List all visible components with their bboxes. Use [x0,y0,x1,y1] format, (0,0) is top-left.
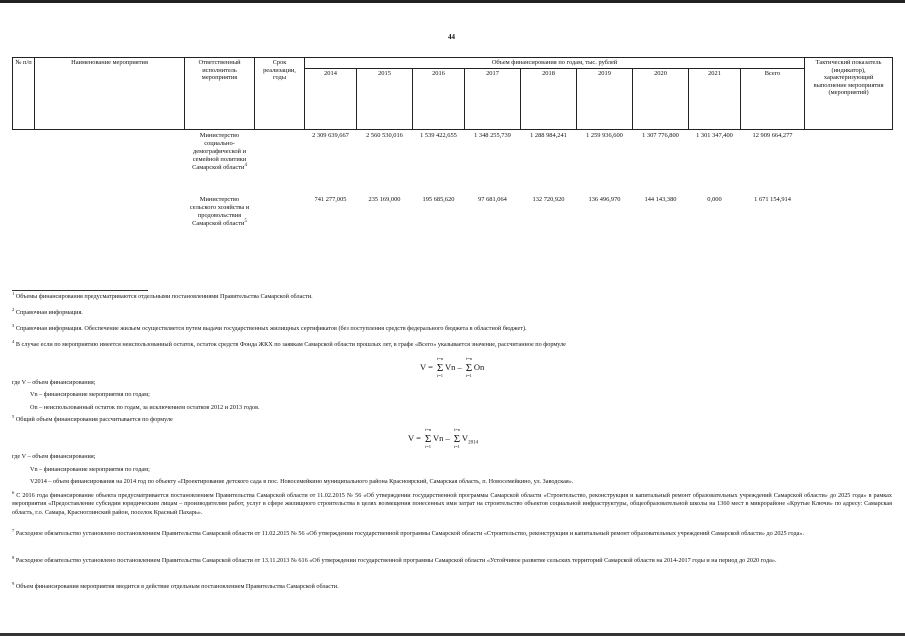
footnote-3: $^3$ Справочная информация. Обеспечение жильем осуществляется путем выдачи государственных жилищных сертификатов (без поступления средств федерального бюджета в областной бюджет). [12,322,527,332]
value-cell: 1 348 255,739 [474,131,511,139]
header-name: Наименование мероприятия [35,58,185,130]
value-cell: 1 288 984,241 [530,131,567,139]
value-cell: 1 539 422,655 [420,131,457,139]
value-cell: 2 560 530,016 [366,131,403,139]
value-cell: 741 277,005 [314,195,347,203]
executor-cell: Министерство сельского хозяйства и продовольствия Самарской области$^5$ [189,195,250,228]
formula-1: V = i=n Σ i=1 Vn – i=n Σ i=1 On [420,356,485,379]
header-year: 2019 [577,68,633,129]
header-indicator: Тактический показатель (индикатор), характеризующий выполнение мероприятия (мероприятий) [805,58,893,130]
executor-cell: Министерство социально-демографической и семейной политики Самарской области$^4$ [192,131,247,172]
formula-2: V = i=n Σ i=1 Vn – i=n Σ i=1 $V_{2014}$ [408,427,479,450]
footnote-4-where: где V – объем финансирования; [12,379,96,386]
top-border [0,0,905,3]
value-cell: 235 169,000 [368,195,401,203]
value-cell: 195 685,620 [422,195,455,203]
header-year: 2015 [357,68,413,129]
value-cell: 97 681,064 [478,195,507,203]
header-year: 2020 [633,68,689,129]
value-cell: 144 143,380 [644,195,677,203]
footnote-8: $^8$ Расходное обязательство установлено постановлением Правительства Самарской области от 13.11.2013 № 616 «Об утверждении государственной программы Самарской области «Устойчивое развитие сельских территорий Самарской области на 2014-2017 годы и на период до 2020 года». [12,554,777,564]
header-year: 2016 [413,68,465,129]
header-executor: Ответственный исполнитель мероприятия [185,58,255,130]
value-cell: 1 259 936,600 [586,131,623,139]
value-cell: 136 496,970 [588,195,621,203]
footnote-separator [12,290,148,291]
footnote-4-on: On – неиспользованный остаток по годам, за исключением остатков 2012 и 2013 годов. [30,404,260,411]
header-year: 2021 [689,68,741,129]
header-term: Срок реализации, годы [255,58,305,130]
footnote-1: $^1$ Объемы финансирования предусматриваются отдельными постановлениями Правительства Самарской области. [12,290,313,300]
footnote-4: $^4$ В случае если по мероприятию имеется неиспользованный остаток, остаток средств Фонда ЖКХ по заявкам Самарской области прошлых лет, в графе «Всего» указывается значение, рассчитанное по формуле [12,338,566,348]
header-year: 2014 [305,68,357,129]
value-cell: 0,000 [707,195,722,203]
footnote-4-vn: Vn – финансирование мероприятия по годам; [30,391,150,398]
total-cell: 1 671 154,914 [754,195,791,203]
value-cell: 1 307 776,800 [642,131,679,139]
total-cell: 12 909 664,277 [752,131,793,139]
footnote-5-vn: Vn – финансирование мероприятия по годам; [30,466,150,473]
value-cell: 2 309 639,667 [312,131,349,139]
header-year: 2018 [521,68,577,129]
header-funding-group: Объем финансирования по годам, тыс. рублей [305,58,805,69]
value-cell: 1 301 347,400 [696,131,733,139]
footnote-5: $^5$ Общий объем финансирования рассчитывается по формуле [12,413,173,423]
table-row [13,194,893,258]
funding-table [12,57,893,258]
value-cell: 132 720,920 [532,195,565,203]
header-year: 2017 [465,68,521,129]
table-row [13,129,893,194]
page-number: 44 [448,33,455,41]
footnote-6: $^6$ С 2016 года финансирование объекта предусматривается постановлением Правительства Самарской области от 11.02.2015 № 56 «Об утверждении государственной программы Самарской области «Строительство, реконструкция и капитальный ремонт образовательных учреждений Самарской области» до 2025 года» в рамках мероприятия «Предоставление субсидии юридическим лицам – производителям работ, услуг в сфере жилищного строительства в целях возмещения понесенных ими затрат на строительство объектов социальной инфраструктуры, общеобразовательной школы на 1360 мест в микрорайоне «Крутые Ключи» по адресу: Самарская область, г.о. Самара, Красноглинский район, поселок Красный Пахарь». [12,489,893,516]
footnote-7: $^7$ Расходное обязательство установлено постановлением Правительства Самарской области от 11.02.2015 № 56 «Об утверждении государственной программы Самарской области «Строительство, реконструкция и капитальный ремонт образовательных учреждений Самарской области» до 2025 года». [12,527,805,537]
footnote-5-where: где V – объем финансирования; [12,453,96,460]
header-total: Всего [741,68,805,129]
footnote-9: $^9$ Объем финансирования мероприятия вводится в действие отдельным постановлением Правительства Самарской области. [12,580,339,590]
header-num: № п/п [13,58,35,130]
bottom-border [0,633,905,636]
footnote-2: $^2$ Справочная информация. [12,306,83,316]
footnote-5-v2014: V2014 – объем финансирования на 2014 год по объекту «Проектирование детского сада в пос. Новосемейкино муниципального района Красноярский, Самарская область, п. Новосемейкино, ул. Заводская». [30,478,574,485]
